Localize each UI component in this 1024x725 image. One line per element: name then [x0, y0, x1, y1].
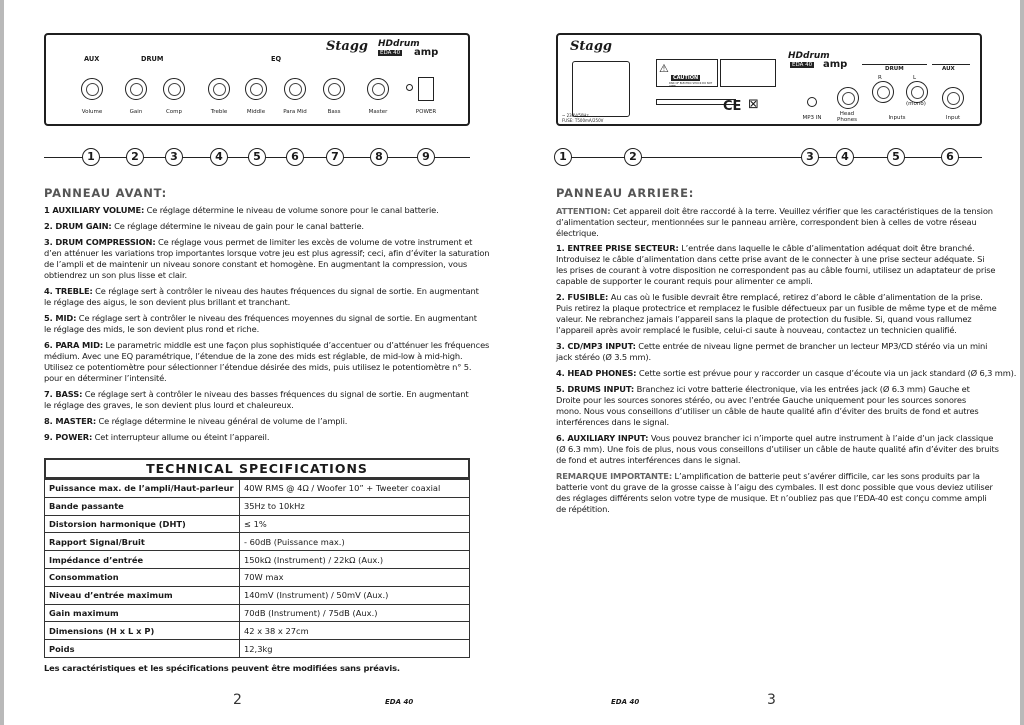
drum-bracket — [862, 64, 927, 65]
weee-bin-icon: ⊠ — [748, 97, 759, 112]
treble-knob — [208, 78, 230, 100]
body-text-line — [44, 270, 187, 281]
jack-label: Inputs — [888, 115, 906, 121]
item-text: Cette sortie est prévue pour y raccorder un casque d’écoute via un jack standard (Ø 6,3 mm). — [636, 368, 1017, 378]
item-text: Ce réglage sert à contrôler le niveau des fréquences moyennes du signal de sortie. En augmentant — [76, 313, 477, 323]
item-heading: 6. PARA MID: — [44, 340, 104, 350]
spec-table — [44, 479, 470, 658]
table-row — [45, 586, 470, 604]
body-text-line — [556, 265, 995, 276]
body-text-line — [44, 237, 472, 248]
callout-number: 6 — [941, 148, 959, 166]
body-text-line — [44, 373, 167, 384]
power-spec: ~ 230V/50Hz — [562, 113, 589, 118]
body-text-line — [44, 297, 290, 308]
item-text: le réglage des aigus, le son devient plus brillant et tranchant. — [44, 297, 291, 307]
spec-key: Distorsion harmonique (DHT) — [45, 515, 240, 533]
callout-number: 9 — [417, 148, 435, 166]
item-heading: 4. TREBLE: — [44, 286, 93, 296]
drum-input-r-jack — [872, 81, 894, 103]
item-text: mono. Nous vous conseillons d’utiliser un câble de haute qualité afin d’éviter des bruits de fond et autres — [556, 406, 979, 416]
control-label: Para Mid — [283, 109, 307, 115]
item-text: l’appareil après avoir remplacé le fusible, celui-ci saute à nouveau, contactez un technicien qualifié. — [556, 325, 957, 335]
callout-number: 8 — [370, 148, 388, 166]
item-text: obtiendrez un son plus lisse et clair. — [44, 270, 187, 280]
table-row — [45, 515, 470, 533]
body-text-line — [44, 351, 463, 362]
spec-note: Les caractéristiques et les spécifications peuvent être modifiées sans préavis. — [44, 663, 400, 673]
group-label-drum: DRUM — [141, 55, 164, 63]
item-heading: 9. POWER: — [44, 432, 93, 442]
item-text: Cet interrupteur allume ou éteint l’appareil. — [92, 432, 270, 442]
amp-word: amp — [414, 47, 439, 58]
spec-key: Impédance d’entrée — [45, 551, 240, 569]
aux-group-label: AUX — [942, 66, 955, 72]
body-text-line — [556, 292, 983, 303]
body-text-line — [556, 433, 993, 444]
group-label-eq: EQ — [271, 55, 282, 63]
item-heading: 2. DRUM GAIN: — [44, 221, 112, 231]
body-text-line — [556, 314, 972, 325]
page-number-left: 2 — [233, 692, 242, 708]
callout-number: 3 — [165, 148, 183, 166]
callout-number: 2 — [624, 148, 642, 166]
group-label-aux: AUX — [84, 55, 100, 63]
spec-key: Rapport Signal/Bruit — [45, 533, 240, 551]
body-text-line — [556, 406, 979, 417]
body-text-line — [44, 389, 468, 400]
item-text: jack stéréo (Ø 3.5 mm). — [556, 352, 651, 362]
left-edge-gutter — [0, 0, 4, 725]
item-text: d’alimentation secteur, mentionnées sur le panneau arrière, correspondent bien à celles de votre réseau — [556, 217, 977, 227]
item-text: capable de supporter le courant requis pour alimenter ce ampli. — [556, 276, 813, 286]
control-label: Treble — [210, 109, 228, 115]
item-heading: 3. CD/MP3 INPUT: — [556, 341, 636, 351]
spec-value: 35Hz to 10kHz — [240, 497, 470, 515]
spec-value: 150kΩ (Instrument) / 22kΩ (Aux.) — [240, 551, 470, 569]
callout-number: 1 — [82, 148, 100, 166]
item-text: des réglages différents selon votre type de musique. Et n’oubliez pas que l’EDA-40 est conçu comme ampli — [556, 493, 987, 503]
callout-number: 3 — [801, 148, 819, 166]
item-text: le réglage des graves, le son devient plus lourd et chaleureux. — [44, 400, 294, 410]
body-text-line — [556, 417, 669, 428]
spec-key: Consommation — [45, 568, 240, 586]
item-text: Introduisez le câble d’alimentation dans cette prise avant de le connecter à une prise secteur adéquate. Si — [556, 254, 985, 264]
l-label: L — [913, 75, 917, 81]
item-text: L’amplification de batterie peut s’avérer difficile, car les sons produits par la — [672, 471, 980, 481]
table-row — [45, 568, 470, 586]
item-text: pour en déterminer l’intensité. — [44, 373, 167, 383]
stagg-logo: Stagg — [326, 39, 368, 54]
item-heading: 4. HEAD PHONES: — [556, 368, 637, 378]
item-text: Cet appareil doit être raccordé à la terre. Veuillez vérifier que les caractéristiques de la tension — [610, 206, 993, 216]
body-text-line — [556, 352, 651, 363]
model-title: HDdrum — [378, 39, 420, 49]
item-text: de répétition. — [556, 504, 610, 514]
item-text: Droite pour les sources sonores stéréo, ou avec l’entrée Gauche uniquement pour les sources sonores — [556, 395, 967, 405]
control-label: Bass — [327, 109, 341, 115]
comp-knob — [163, 78, 185, 100]
item-text: électrique. — [556, 228, 599, 238]
body-text-line — [556, 455, 740, 466]
spec-title: TECHNICAL SPECIFICATIONS — [44, 458, 470, 479]
callout-number: 1 — [554, 148, 572, 166]
rear-section-title: PANNEAU ARRIERE: — [556, 186, 695, 200]
callout-number: 2 — [126, 148, 144, 166]
item-heading: 6. AUXILIARY INPUT: — [556, 433, 649, 443]
callout-number: 4 — [210, 148, 228, 166]
table-row — [45, 622, 470, 640]
body-text-line — [556, 482, 993, 493]
r-label: R — [878, 75, 882, 81]
body-text-line — [556, 228, 599, 239]
item-text: Ce réglage sert à contrôler le niveau des basses fréquences du signal de sortie. En augmentant — [82, 389, 469, 399]
item-text: L’entrée dans laquelle le câble d’alimentation adéquat doit être branché. — [678, 243, 975, 253]
item-text: le réglage des mids, le son devient plus rond et riche. — [44, 324, 260, 334]
item-text: Vous pouvez brancher ici n’importe quel autre instrument à l’aide d’un jack classique — [648, 433, 994, 443]
amp-word: amp — [823, 59, 848, 70]
item-text: médium. Avec une EQ paramétrique, l’étendue de la zone des mids est réglable, de mid-low à mid-high. — [44, 351, 463, 361]
item-text: (Ø 6.3 mm). Une fois de plus, nous vous conseillons d’utiliser un câble de haute qualité afin d’éviter des bruits — [556, 444, 999, 454]
control-label: Middle — [246, 109, 266, 115]
callout-number: 5 — [887, 148, 905, 166]
body-text-line — [556, 504, 610, 515]
body-text-line — [44, 248, 489, 259]
page-number-right: 3 — [767, 692, 776, 708]
body-text-line — [44, 432, 269, 443]
spec-key: Dimensions (H x L x P) — [45, 622, 240, 640]
aux-bracket — [932, 64, 970, 65]
control-label: POWER — [415, 109, 437, 115]
volume-knob — [81, 78, 103, 100]
body-text-line — [556, 395, 966, 406]
item-heading: 1. ENTREE PRISE SECTEUR: — [556, 243, 679, 253]
item-heading: 7. BASS: — [44, 389, 83, 399]
spec-value: 42 x 38 x 27cm — [240, 622, 470, 640]
table-row — [45, 533, 470, 551]
item-text: Branchez ici votre batterie électronique, via les entrées jack (Ø 6.3 mm) Gauche et — [634, 384, 970, 394]
footer-left: EDA 40 — [385, 698, 414, 706]
table-row — [45, 640, 470, 658]
body-text-line — [556, 303, 997, 314]
gain-knob — [125, 78, 147, 100]
spec-key: Bande passante — [45, 497, 240, 515]
model-sub: EDA 40 — [792, 62, 813, 68]
item-heading: 1 AUXILIARY VOLUME: — [44, 205, 145, 215]
body-text-line — [44, 416, 347, 427]
body-text-line — [556, 384, 970, 395]
mono-label: (mono) — [906, 101, 926, 107]
body-text-line — [556, 444, 999, 455]
control-label: Comp — [165, 109, 183, 115]
body-text-line — [44, 400, 294, 411]
body-text-line — [556, 493, 987, 504]
spec-key: Poids — [45, 640, 240, 658]
caution-box — [656, 59, 718, 87]
stagg-logo: Stagg — [570, 39, 612, 54]
model-title: HDdrum — [788, 51, 830, 61]
spec-value: 140mV (Instrument) / 50mV (Aux.) — [240, 586, 470, 604]
warning-text-box — [720, 59, 776, 87]
item-text: Ce réglage détermine le niveau général de volume de l’ampli. — [96, 416, 348, 426]
ce-mark: CE — [723, 99, 742, 114]
spec-value: 70dB (Instrument) / 75dB (Aux.) — [240, 604, 470, 622]
bass-knob — [323, 78, 345, 100]
item-text: les prises de courant à votre disposition ne correspondent pas au câble fourni, utilisez un adaptateur de prise — [556, 265, 996, 275]
body-text-line — [556, 325, 957, 336]
body-text-line — [556, 276, 813, 287]
item-text: Ce réglage détermine le niveau de volume sonore pour le canal batterie. — [144, 205, 439, 215]
table-row — [45, 551, 470, 569]
rear-panel-diagram — [556, 33, 982, 126]
spec-key: Puissance max. de l’ampli/Haut-parleur — [45, 480, 240, 498]
master-knob — [367, 78, 389, 100]
item-text: de l’ampli et de maintenir un niveau sonore constant et homogène. En augmentant la compression, vous — [44, 259, 468, 269]
body-text-line — [556, 254, 984, 265]
para-mid-knob — [284, 78, 306, 100]
callout-line — [556, 157, 982, 158]
control-label: Volume — [81, 109, 103, 115]
item-heading: 5. DRUMS INPUT: — [556, 384, 635, 394]
body-text-line — [556, 206, 993, 217]
item-heading: 3. DRUM COMPRESSION: — [44, 237, 156, 247]
model-sub: EDA 40 — [380, 50, 401, 56]
mp3-jack — [807, 97, 817, 107]
item-text: Cette entrée de niveau ligne permet de brancher un lecteur MP3/CD stéréo via un mini — [635, 341, 988, 351]
power-switch — [418, 77, 434, 101]
item-text: Ce réglage détermine le niveau de gain pour le canal batterie. — [111, 221, 364, 231]
body-text-line — [44, 362, 471, 373]
right-edge-gutter — [1020, 0, 1024, 725]
callout-number: 7 — [326, 148, 344, 166]
drum-input-l-jack — [906, 81, 928, 103]
item-heading: ATTENTION: — [556, 206, 611, 216]
table-row — [45, 497, 470, 515]
spec-value: 40W RMS @ 4Ω / Woofer 10” + Tweeter coaxial — [240, 480, 470, 498]
body-text-line — [44, 340, 489, 351]
body-text-line — [44, 286, 479, 297]
control-label: Gain — [129, 109, 143, 115]
headphones-jack — [837, 87, 859, 109]
item-text: Au cas où le fusible devrait être remplacé, retirez d’abord le câble d’alimentation de la prise. — [608, 292, 983, 302]
power-inlet — [572, 61, 630, 117]
body-text-line — [556, 341, 987, 352]
spec-key: Niveau d’entrée maximum — [45, 586, 240, 604]
spec-key: Gain maximum — [45, 604, 240, 622]
body-text-line — [556, 471, 980, 482]
power-led — [406, 84, 413, 91]
item-text: Le parametric middle est une façon plus sophistiquée d’accentuer ou d’atténuer les fréquences — [103, 340, 490, 350]
jack-label: MP3 IN — [802, 115, 822, 121]
body-text-line — [44, 221, 364, 232]
spec-value: - 60dB (Puissance max.) — [240, 533, 470, 551]
body-text-line — [556, 217, 977, 228]
body-text-line — [44, 259, 467, 270]
table-row — [45, 480, 470, 498]
jack-label: Input — [945, 115, 961, 121]
item-heading: 2. FUSIBLE: — [556, 292, 609, 302]
item-text: Puis retirez la plaque protectrice et remplacez le fusible défectueux par un fusible de même type et de même — [556, 303, 997, 313]
aux-input-jack — [942, 87, 964, 109]
body-text-line — [44, 313, 477, 324]
body-text-line — [556, 243, 974, 254]
caution-label: CAUTION — [673, 75, 699, 81]
drum-group-label: DRUM — [885, 66, 904, 72]
callout-number: 6 — [286, 148, 304, 166]
body-text-line — [44, 205, 439, 216]
item-text: interférences dans le signal. — [556, 417, 670, 427]
item-text: Ce réglage vous permet de limiter les excès de volume de votre instrument et — [155, 237, 473, 247]
warning-icon: ⚠ — [659, 62, 669, 75]
body-text-line — [556, 368, 1016, 379]
control-label: Master — [368, 109, 388, 115]
jack-label: Head Phones — [837, 111, 857, 123]
front-section-title: PANNEAU AVANT: — [44, 186, 168, 200]
front-panel-diagram — [44, 33, 470, 126]
item-heading: 8. MASTER: — [44, 416, 97, 426]
item-text: Utilisez ce potentiomètre pour sélectionner l’étendue désirée des mids, puis utilisez le potentiomètre n° 5. — [44, 362, 472, 372]
item-text: batterie vont du grave de la grosse caisse à l’aigu des cymbales. Il est donc possible que vous deviez utiliser — [556, 482, 993, 492]
callout-number: 4 — [836, 148, 854, 166]
table-row — [45, 604, 470, 622]
item-text: Ce réglage sert à contrôler le niveau des hautes fréquences du signal de sortie. En augmentant — [92, 286, 479, 296]
item-text: valeur. Ne rebranchez jamais l’appareil sans la plaque de protection du fusible. Si, quand vous rallumez — [556, 314, 972, 324]
footer-right: EDA 40 — [611, 698, 640, 706]
item-heading: 5. MID: — [44, 313, 77, 323]
fuse-spec: FUSE: T500mA/250V — [562, 118, 604, 123]
caution-sub: RISK OF ELECTRIC SHOCK DO NOT OPEN — [669, 82, 713, 88]
item-heading: REMARQUE IMPORTANTE: — [556, 471, 672, 481]
spec-value: 70W max — [240, 568, 470, 586]
body-text-line — [44, 324, 259, 335]
spec-value: 12,3kg — [240, 640, 470, 658]
item-text: d’en atténuer les variations trop importantes lorsque votre jeu est plus agressif; ceci, afin d’éviter la saturation — [44, 248, 490, 258]
spec-value: ≤ 1% — [240, 515, 470, 533]
middle-knob — [245, 78, 267, 100]
item-text: de fond et autres interférences dans le signal. — [556, 455, 741, 465]
callout-number: 5 — [248, 148, 266, 166]
